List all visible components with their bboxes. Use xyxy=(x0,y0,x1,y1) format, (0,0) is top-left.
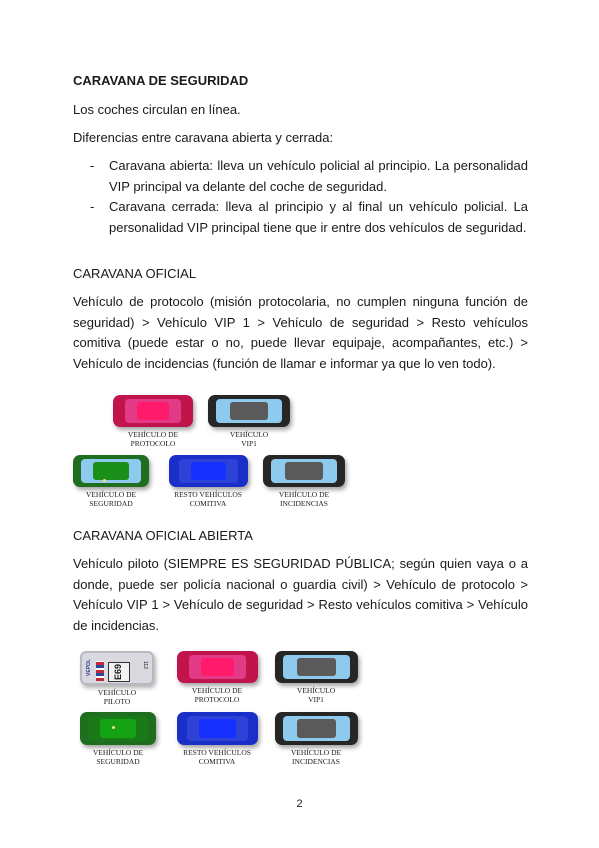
paragraph-line: Los coches circulan en línea. xyxy=(73,102,241,117)
paragraph-line: Diferencias entre caravana abierta y cerrada: xyxy=(73,130,334,145)
caption-vip: VEHÍCULO VIP1 xyxy=(229,430,269,448)
protocol-car-icon xyxy=(113,395,193,427)
police-pilot-car-icon: VEPOL E69 112 xyxy=(80,651,154,685)
security-car-icon xyxy=(80,712,156,745)
caption-incidencias: VEHÍCULO DE INCIDENCIAS xyxy=(278,490,330,508)
caption-seguridad: VEHÍCULO DE SEGURIDAD xyxy=(92,748,144,766)
section-title-caravana-oficial: CARAVANA OFICIAL xyxy=(73,266,197,281)
caption-piloto: VEHÍCULO PILOTO xyxy=(97,688,137,706)
motorcade-car-icon xyxy=(169,455,248,487)
caption-comitiva: RESTO VEHÍCULOS COMITIVA xyxy=(174,490,242,508)
paragraph-caravana-oficial-abierta: Vehículo piloto (SIEMPRE ES SEGURIDAD PÚBLICA; según quien vaya o a donde, puede ser policía nacional o guardia civil) > Vehículo de protocolo > Vehículo VIP 1 > Vehículo de seguridad > Resto vehículos comitiva > Vehículo de incidencias. xyxy=(73,556,528,633)
section-title-caravana-oficial-abierta: CARAVANA OFICIAL ABIERTA xyxy=(73,528,253,543)
protocol-car-icon xyxy=(177,651,258,683)
caption-comitiva: RESTO VEHÍCULOS COMITIVA xyxy=(183,748,251,766)
list-item: - Caravana cerrada: lleva al principio y al final un vehículo policial. La personalidad VIP principal tiene que ir entre dos vehículos de seguridad. xyxy=(90,199,528,235)
incident-car-icon xyxy=(275,712,358,745)
section-title-caravana-seguridad: CARAVANA DE SEGURIDAD xyxy=(73,73,249,88)
security-car-icon xyxy=(73,455,149,487)
paragraph-caravana-oficial: Vehículo de protocolo (misión protocolaria, no cumplen ninguna función de seguridad) > Vehículo VIP 1 > Vehículo de seguridad > Resto vehículos comitiva (puede estar o no, puede llevar equipaje, acompañantes, etc.) > Vehículo de incidencias (función de llamar e informar ya que lo ven todo). xyxy=(73,294,528,371)
list-item: - Caravana abierta: lleva un vehículo policial al principio. La personalidad VIP principal va delante del coche de seguridad. xyxy=(90,158,528,194)
differences-list xyxy=(73,156,528,238)
caption-vip: VEHÍCULO VIP1 xyxy=(296,686,336,704)
caption-seguridad: VEHÍCULO DE SEGURIDAD xyxy=(85,490,137,508)
vip-car-icon xyxy=(275,651,358,683)
page-number: 2 xyxy=(296,798,303,810)
motorcade-car-icon xyxy=(177,712,258,745)
caption-protocolo: VEHÍCULO DE PROTOCOLO xyxy=(191,686,243,704)
vip-car-icon xyxy=(208,395,290,427)
incident-car-icon xyxy=(263,455,345,487)
caption-protocolo: VEHÍCULO DE PROTOCOLO xyxy=(127,430,179,448)
caption-incidencias: VEHÍCULO DE INCIDENCIAS xyxy=(290,748,342,766)
